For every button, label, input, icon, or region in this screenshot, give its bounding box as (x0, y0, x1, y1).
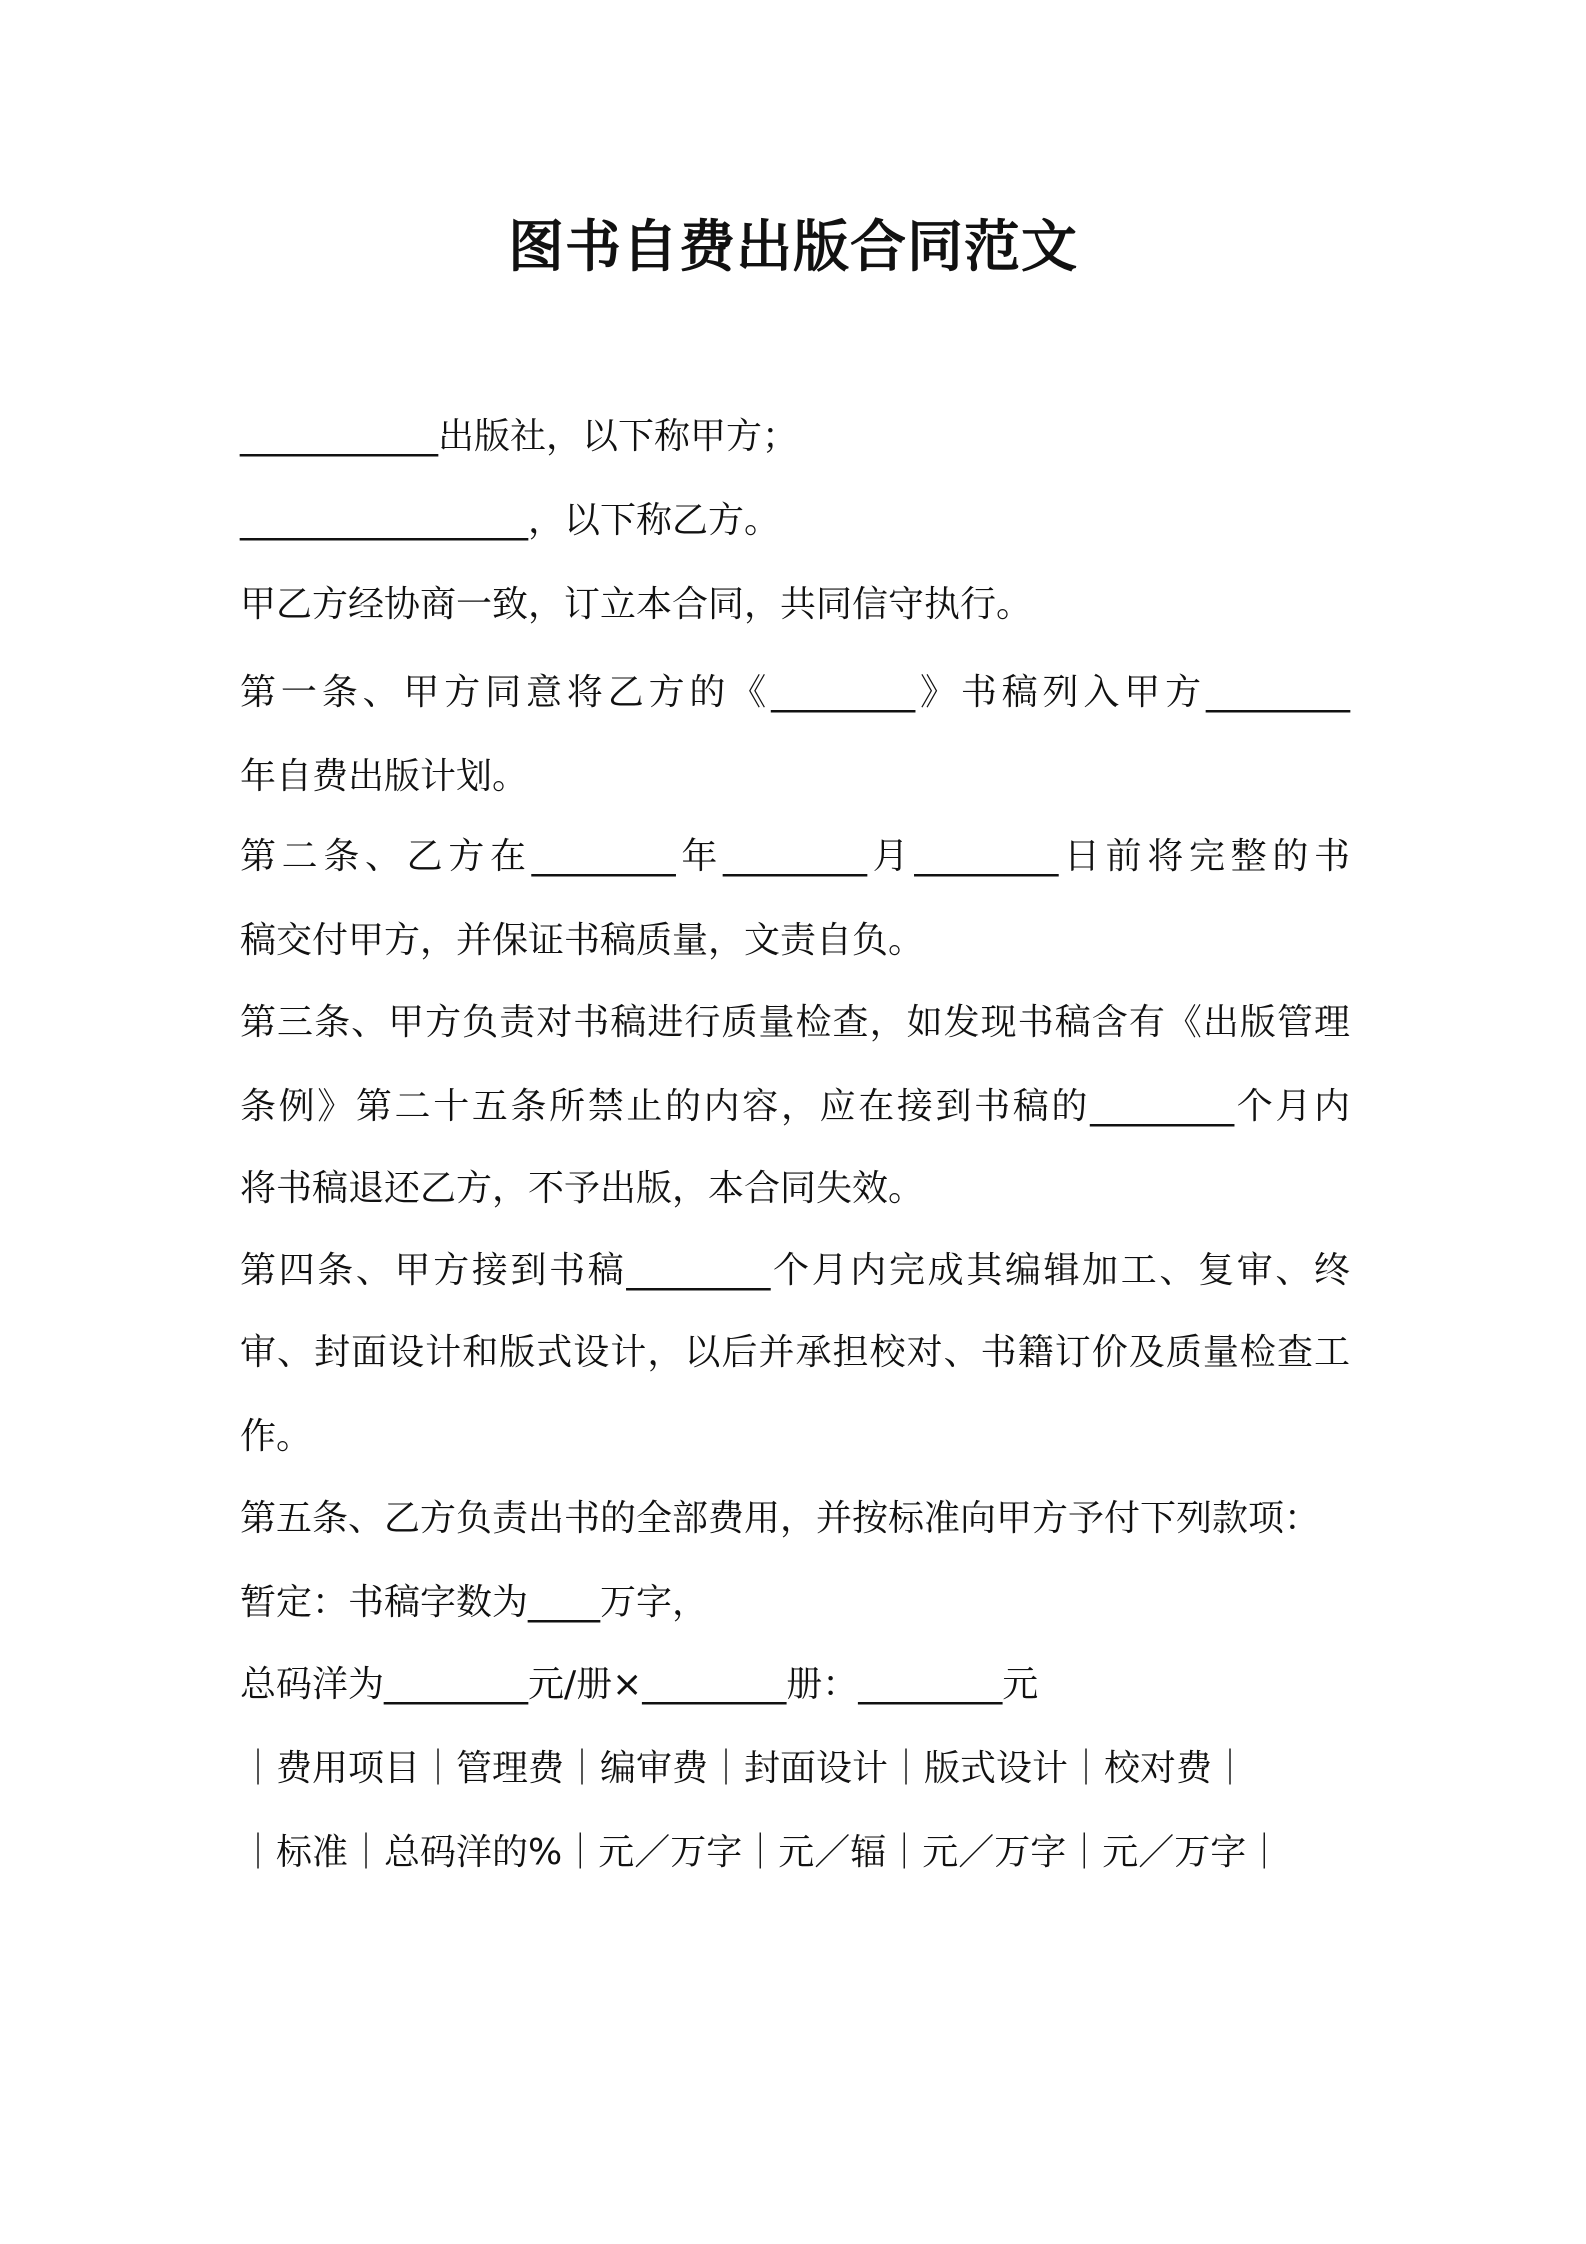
word-count-line: 暂定：书稿字数为____万字， (240, 1582, 709, 1623)
fee-table-standard-row: ｜标准｜总码洋的%｜元／万字｜元／辐｜元／万字｜元／万字｜ (240, 1832, 1283, 1873)
preamble-line: 甲乙方经协商一致，订立本合同，共同信守执行。 (240, 584, 1033, 625)
total-price-line: 总码洋为________元/册×________册：________元 (240, 1664, 1039, 1705)
article-2-line-2: 稿交付甲方，并保证书稿质量，文责自负。 (240, 920, 925, 961)
article-4-line-2: 审、封面设计和版式设计，以后并承担校对、书籍订价及质量检查工 (240, 1332, 1350, 1373)
article-1-line-2: 年自费出版计划。 (240, 756, 529, 797)
article-3-line-2: 条例》第二十五条所禁止的内容，应在接到书稿的________个月内 (240, 1086, 1350, 1127)
party-a-line: ___________出版社，以下称甲方； (240, 416, 799, 457)
article-1-line-1: 第一条、甲方同意将乙方的《________》书稿列入甲方________ (240, 672, 1350, 713)
party-b-line: ________________，以下称乙方。 (240, 500, 781, 541)
article-3-line-1: 第三条、甲方负责对书稿进行质量检查，如发现书稿含有《出版管理 (240, 1002, 1350, 1043)
article-4-line-3: 作。 (240, 1416, 313, 1457)
fee-table-header: ｜费用项目｜管理费｜编审费｜封面设计｜版式设计｜校对费｜ (240, 1748, 1249, 1789)
article-4-line-1: 第四条、甲方接到书稿________个月内完成其编辑加工、复审、终 (240, 1250, 1350, 1291)
document-title: 图书自费出版合同范文 (508, 215, 1078, 280)
article-2-line-1: 第二条、乙方在________年________月________日前将完整的书 (240, 836, 1350, 877)
article-5-line-1: 第五条、乙方负责出书的全部费用，并按标准向甲方予付下列款项： (240, 1498, 1321, 1539)
article-3-line-3: 将书稿退还乙方，不予出版，本合同失效。 (240, 1168, 925, 1209)
